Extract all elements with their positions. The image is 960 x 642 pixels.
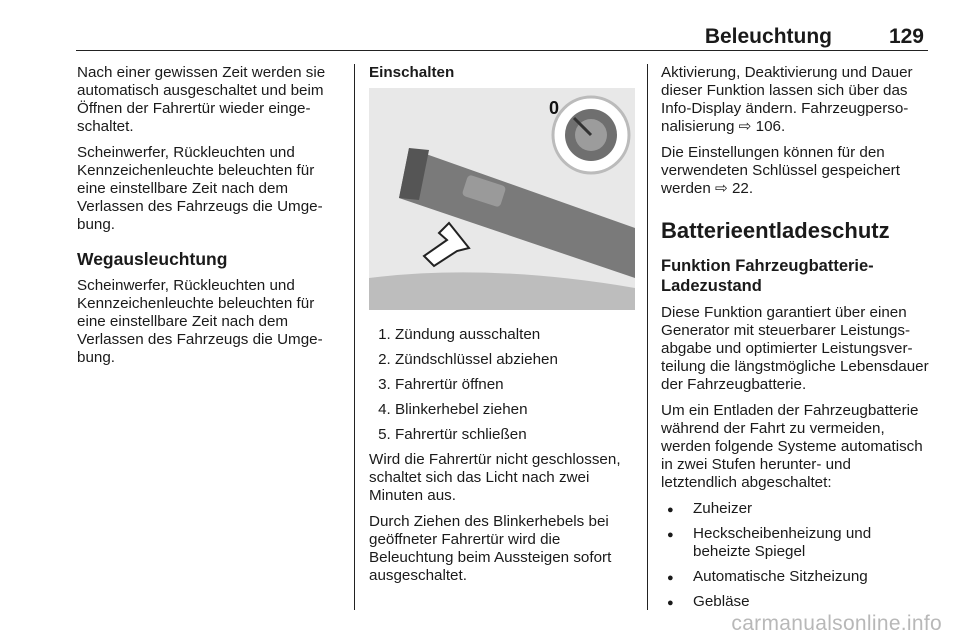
list-item: ● Automatische Sitzheizung — [693, 568, 929, 586]
column-1 — [77, 64, 345, 375]
paragraph: Scheinwerfer, Rückleuchten und Kennzeichenleuchte beleuchten für eine einstellbare Zeit nach dem Verlassen des Fahrzeugs die Umgebung. — [77, 277, 323, 366]
list-item: 2. Zündschlüssel abziehen — [395, 351, 635, 369]
paragraph: Scheinwerfer, Rückleuchten und Kennzeichenleuchte beleuchten für eine einstellbare Zeit nach dem Verlassen des Fahrzeugs die Umgebung. — [77, 144, 323, 233]
paragraph: Die Einstellungen können für den verwendeten Schlüssel gespeichert werden ⇨ 22. — [661, 144, 900, 197]
paragraph: Um ein Entladen der Fahrzeugbatterie während der Fahrt zu vermeiden, werden folgende Systeme automatisch in zwei Stufen herunter- und letztendlich abgeschaltet: — [661, 402, 923, 491]
column-3 — [661, 64, 929, 618]
list-item: 5. Fahrertür schließen — [395, 426, 635, 444]
paragraph: Aktivierung, Deaktivierung und Dauer dieser Funktion lassen sich über das Info-Display ändern. Fahrzeugpersonalisierung ⇨ 106. — [661, 64, 913, 135]
page-header — [76, 22, 928, 51]
watermark: carmanualsonline.info — [731, 612, 942, 635]
list-item: ● Heckscheibenheizung und beheizte Spiegel — [693, 525, 929, 561]
paragraph: Durch Ziehen des Blinkerhebels bei geöffneter Fahrertür wird die Beleuchtung beim Aussteigen sofort ausgeschaltet. — [369, 513, 612, 584]
systems-list — [661, 500, 929, 611]
subheading-wegausleuchtung: Wegausleuchtung — [77, 249, 228, 269]
list-item: ● Zuheizer — [693, 500, 929, 518]
subheading-ladezustand: Funktion Fahrzeugbatterie-Ladezustand — [661, 257, 874, 295]
steps-list — [369, 326, 635, 444]
paragraph: Nach einer gewissen Zeit werden sie automatisch ausgeschaltet und beim Öffnen der Fahrertür wieder eingeschaltet. — [77, 64, 326, 135]
figure-callout-zero: 0 — [549, 98, 560, 118]
list-item: 1. Zündung ausschalten — [395, 326, 635, 344]
figure-label: Einschalten — [369, 64, 455, 81]
column-divider-2 — [647, 64, 648, 610]
list-item: ● Gebläse — [693, 593, 929, 611]
paragraph: Wird die Fahrertür nicht geschlossen, schaltet sich das Licht nach zwei Minuten aus. — [369, 451, 621, 504]
paragraph: Diese Funktion garantiert über einen Generator mit steuerbarer Leistungsabgabe und optimierter Leistungsverteilung die längstmögliche Lebensdauer der Fahrzeugbatterie. — [661, 304, 929, 393]
page-number: 129 — [888, 25, 924, 48]
heading-batterieentladeschutz: Batterieentladeschutz — [661, 218, 890, 243]
stalk-illustration — [369, 88, 635, 310]
list-item: 3. Fahrertür öffnen — [395, 376, 635, 394]
column-2 — [369, 64, 635, 593]
list-item: 4. Blinkerhebel ziehen — [395, 401, 635, 419]
column-divider-1 — [354, 64, 355, 610]
section-title: Beleuchtung — [704, 25, 832, 48]
